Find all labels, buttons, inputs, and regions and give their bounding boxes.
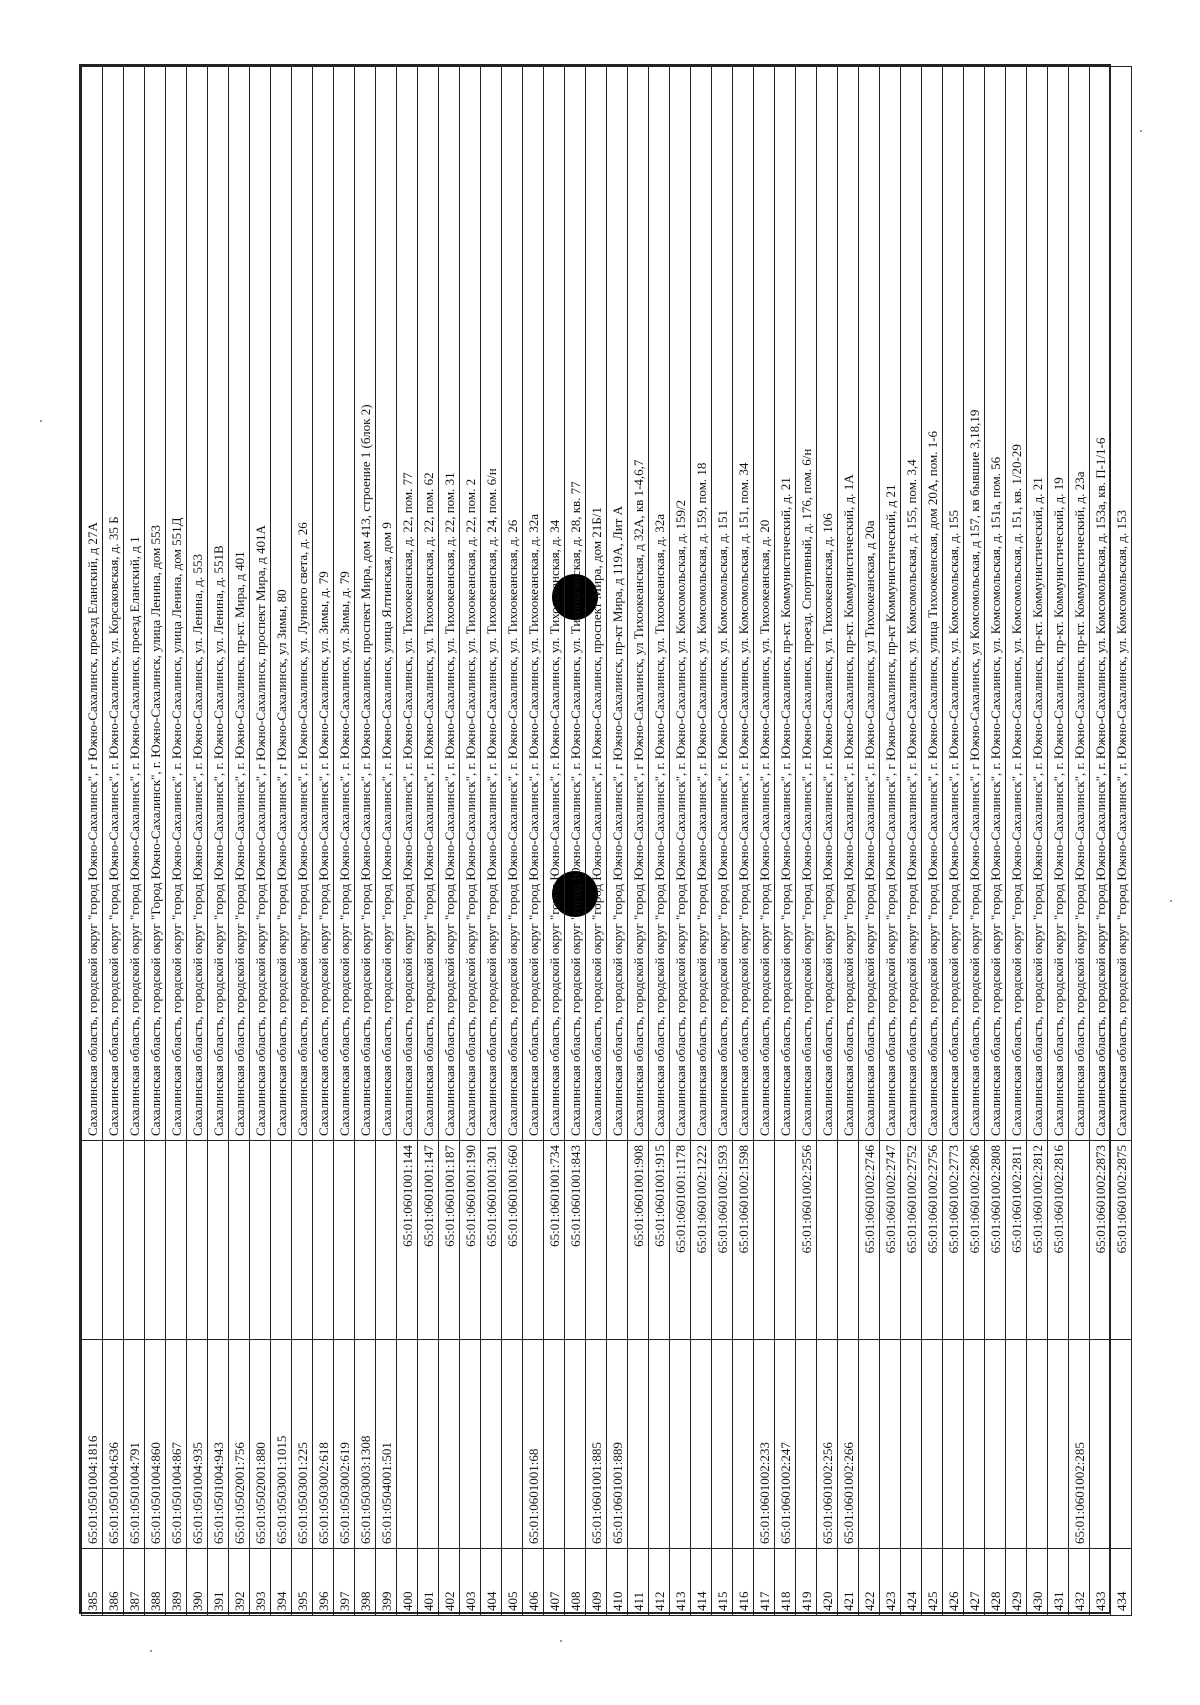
table-row — [229, 67, 250, 1616]
address-cell: Сахалинская область, городской округ "город Южно-Сахалинск", г Южно-Сахалинск, проезд Еланский, д 27А — [82, 67, 103, 1141]
table-row — [208, 67, 229, 1616]
cadastral-number-parcel — [880, 1340, 901, 1549]
row-number: 409 — [586, 1549, 607, 1616]
cadastral-number-premises: 65:01:0601002:2752 — [901, 1141, 922, 1340]
cadastral-number-parcel: 65:01:0501004:943 — [208, 1340, 229, 1549]
address-cell: Сахалинская область, городской округ "город Южно-Сахалинск", г. Южно-Сахалинск, ул. Комсомольская, д. 151 — [712, 67, 733, 1141]
cadastral-number-premises: 65:01:0601002:1593 — [712, 1141, 733, 1340]
cadastral-number-premises — [271, 1141, 292, 1340]
row-number: 426 — [943, 1549, 964, 1616]
table-row — [397, 67, 418, 1616]
cadastral-number-parcel: 65:01:0501004:636 — [103, 1340, 124, 1549]
address-cell: Сахалинская область, городской округ "город Южно-Сахалинск", г. Южно-Сахалинск, ул. Тихоокеанская, д. 32а — [523, 67, 544, 1141]
address-cell: Сахалинская область, городской округ "город Южно-Сахалинск", г. Южно-Сахалинск, проспект Мира, дом 413, строение 1 (блок 2) — [355, 67, 376, 1141]
row-number: 420 — [817, 1549, 838, 1616]
scan-speck — [40, 420, 42, 422]
address-cell: Сахалинская область, городской округ "город Южно-Сахалинск", г Южно-Сахалинск, ул Тихоокеанская, д 32А, кв 1-4,6,7 — [628, 67, 649, 1141]
cadastral-number-premises — [313, 1141, 334, 1340]
table-row — [964, 67, 985, 1616]
table-row — [439, 67, 460, 1616]
scan-speck — [1170, 900, 1172, 902]
table-row — [712, 67, 733, 1616]
cadastral-number-parcel: 65:01:0501004:1816 — [82, 1340, 103, 1549]
address-cell: Сахалинская область, городской округ "город Южно-Сахалинск", г. Южно-Сахалинск, ул Тихоокеанская, д 20а — [859, 67, 880, 1141]
cadastral-number-parcel — [985, 1340, 1006, 1549]
cadastral-number-premises — [586, 1141, 607, 1340]
row-number: 407 — [544, 1549, 565, 1616]
table-row — [355, 67, 376, 1616]
table-row — [145, 67, 166, 1616]
cadastral-number-premises: 65:01:0601001:301 — [481, 1141, 502, 1340]
row-number: 431 — [1048, 1549, 1069, 1616]
address-cell: Сахалинская область, городской округ "город Южно-Сахалинск", г. Южно-Сахалинск, улица Тихоокеанская, дом 20А, пом. 1-6 — [922, 67, 943, 1141]
cadastral-number-parcel — [1006, 1340, 1027, 1549]
table-row — [607, 67, 628, 1616]
cadastral-number-premises: 65:01:0601002:1222 — [691, 1141, 712, 1340]
address-cell: Сахалинская область, городской округ "город Южно-Сахалинск", г Южно-Сахалинск, ул Зимы, 80 — [271, 67, 292, 1141]
address-cell: Сахалинская область, городской округ "город Южно-Сахалинск", г. Южно-Сахалинск, ул. Лунного света, д. 26 — [292, 67, 313, 1141]
cadastral-number-parcel: 65:01:0501004:860 — [145, 1340, 166, 1549]
address-cell: Сахалинская область, городской округ "город Южно-Сахалинск", г. Южно-Сахалинск, ул. Тихоокеанская, д. 20 — [754, 67, 775, 1141]
cadastral-number-parcel: 65:01:0504001:501 — [376, 1340, 397, 1549]
address-cell: Сахалинская область, городской округ "город Южно-Сахалинск", г. Южно-Сахалинск, ул. Тихоокеанская, д. 28, кв. 77 — [565, 67, 586, 1141]
address-cell: Сахалинская область, городской округ "город Южно-Сахалинск", г. Южно-Сахалинск, проспект Мира, дом 21Б/1 — [586, 67, 607, 1141]
address-cell: Сахалинская область, городской округ "город Южно-Сахалинск", г. Южно-Сахалинск, ул. Комсомольская, д. 153 — [1111, 67, 1132, 1141]
cadastral-number-parcel — [1090, 1340, 1111, 1549]
row-number: 405 — [502, 1549, 523, 1616]
cadastral-number-premises: 65:01:0601002:2808 — [985, 1141, 1006, 1340]
row-number: 432 — [1069, 1549, 1090, 1616]
table-row — [292, 67, 313, 1616]
register-sheet — [79, 64, 1129, 1614]
cadastral-number-premises — [355, 1141, 376, 1340]
address-cell: Сахалинская область, городской округ "город Южно-Сахалинск", г. Южно-Сахалинск, пр-кт. Коммунистический, д. 23а — [1069, 67, 1090, 1141]
cadastral-number-parcel: 65:01:0502001:756 — [229, 1340, 250, 1549]
address-cell: Сахалинская область, городской округ "город Южно-Сахалинск", г. Южно-Сахалинск, ул. Комсомольская, д. 159/2 — [670, 67, 691, 1141]
cadastral-number-premises — [166, 1141, 187, 1340]
table-row — [691, 67, 712, 1616]
row-number: 434 — [1111, 1549, 1132, 1616]
row-number: 433 — [1090, 1549, 1111, 1616]
cadastral-number-premises — [292, 1141, 313, 1340]
cadastral-number-parcel: 65:01:0601002:266 — [838, 1340, 859, 1549]
table-row — [985, 67, 1006, 1616]
row-number: 389 — [166, 1549, 187, 1616]
address-cell: Сахалинская область, городской округ "город Южно-Сахалинск", г. Южно-Сахалинск, улица Ленина, дом 551Д — [166, 67, 187, 1141]
address-cell: Сахалинская область, городской округ "город Южно-Сахалинск", г. Южно-Сахалинск, ул. Зимы, д. 79 — [313, 67, 334, 1141]
cadastral-number-premises — [187, 1141, 208, 1340]
row-number: 417 — [754, 1549, 775, 1616]
address-cell: Сахалинская область, городской округ "город Южно-Сахалинск", г. Южно-Сахалинск, пр-кт. Коммунистический, д. 1А — [838, 67, 859, 1141]
address-cell: Сахалинская область, городской округ "город Южно-Сахалинск", г Южно-Сахалинск, ул Комсомольская, д 157, кв бывшие 3,18,19 — [964, 67, 985, 1141]
row-number: 404 — [481, 1549, 502, 1616]
row-number: 395 — [292, 1549, 313, 1616]
address-cell: Сахалинская область, городской округ "город Южно-Сахалинск", г. Южно-Сахалинск, ул. Комсомольская, д. 155 — [943, 67, 964, 1141]
table-body — [82, 67, 1132, 1616]
table-row — [838, 67, 859, 1616]
table-row — [754, 67, 775, 1616]
address-cell: Сахалинская область, городской округ "город Южно-Сахалинск", г. Южно-Сахалинск, пр-кт. Коммунистический, д. 21 — [1027, 67, 1048, 1141]
cadastral-number-premises: 65:01:0601002:2806 — [964, 1141, 985, 1340]
cadastral-number-parcel — [691, 1340, 712, 1549]
table-row — [1048, 67, 1069, 1616]
cadastral-number-premises — [103, 1141, 124, 1340]
cadastral-number-parcel — [565, 1340, 586, 1549]
cadastral-number-parcel: 65:01:0601002:247 — [775, 1340, 796, 1549]
cadastral-number-premises: 65:01:0601001:660 — [502, 1141, 523, 1340]
cadastral-number-parcel — [544, 1340, 565, 1549]
scan-speck — [1140, 130, 1142, 132]
cadastral-number-parcel — [670, 1340, 691, 1549]
cadastral-number-premises: 65:01:0601001:734 — [544, 1141, 565, 1340]
row-number: 396 — [313, 1549, 334, 1616]
table-row — [376, 67, 397, 1616]
cadastral-number-parcel — [628, 1340, 649, 1549]
cadastral-number-parcel — [796, 1340, 817, 1549]
cadastral-number-parcel: 65:01:0503001:225 — [292, 1340, 313, 1549]
row-number: 403 — [460, 1549, 481, 1616]
table-row — [1006, 67, 1027, 1616]
table-row — [82, 67, 103, 1616]
cadastral-number-premises — [124, 1141, 145, 1340]
cadastral-number-premises: 65:01:0601002:2811 — [1006, 1141, 1027, 1340]
cadastral-number-premises: 65:01:0601001:1178 — [670, 1141, 691, 1340]
cadastral-number-parcel — [712, 1340, 733, 1549]
cadastral-number-premises — [523, 1141, 544, 1340]
row-number: 400 — [397, 1549, 418, 1616]
row-number: 422 — [859, 1549, 880, 1616]
table-row — [313, 67, 334, 1616]
address-cell: Сахалинская область, городской округ "Город Южно-Сахалинск", г. Южно-Сахалинск, улица Ленина, дом 553 — [145, 67, 166, 1141]
cadastral-number-parcel: 65:01:0601002:285 — [1069, 1340, 1090, 1549]
table-row — [334, 67, 355, 1616]
row-number: 392 — [229, 1549, 250, 1616]
table-row — [922, 67, 943, 1616]
address-cell: Сахалинская область, городской округ "город Южно-Сахалинск", г. Южно-Сахалинск, проезд. Спортивный, д. 176, пом. 6/н — [796, 67, 817, 1141]
cadastral-number-parcel — [1027, 1340, 1048, 1549]
table-row — [460, 67, 481, 1616]
row-number: 429 — [1006, 1549, 1027, 1616]
row-number: 401 — [418, 1549, 439, 1616]
property-register-table — [81, 66, 1132, 1616]
cadastral-number-parcel — [1048, 1340, 1069, 1549]
cadastral-number-parcel — [460, 1340, 481, 1549]
row-number: 393 — [250, 1549, 271, 1616]
address-cell: Сахалинская область, городской округ "город Южно-Сахалинск", г. Южно-Сахалинск, улица Ялтинская, дом 9 — [376, 67, 397, 1141]
table-row — [418, 67, 439, 1616]
table-row — [1090, 67, 1111, 1616]
table-row — [1069, 67, 1090, 1616]
cadastral-number-parcel — [481, 1340, 502, 1549]
cadastral-number-premises — [229, 1141, 250, 1340]
address-cell: Сахалинская область, городской округ "город Южно-Сахалинск", г. Южно-Сахалинск, ул. Комсомольская, д. 153а, кв. П-1/1-6 — [1090, 67, 1111, 1141]
table-row — [544, 67, 565, 1616]
cadastral-number-premises: 65:01:0601002:2812 — [1027, 1141, 1048, 1340]
cadastral-number-premises — [607, 1141, 628, 1340]
table-row — [481, 67, 502, 1616]
cadastral-number-parcel: 65:01:0503002:619 — [334, 1340, 355, 1549]
cadastral-number-premises — [754, 1141, 775, 1340]
cadastral-number-premises — [817, 1141, 838, 1340]
cadastral-number-premises: 65:01:0601002:2756 — [922, 1141, 943, 1340]
row-number: 416 — [733, 1549, 754, 1616]
table-row — [880, 67, 901, 1616]
address-cell: Сахалинская область, городской округ "город Южно-Сахалинск", г. Южно-Сахалинск, ул. Корсаковская, д. 35 Б — [103, 67, 124, 1141]
address-cell: Сахалинская область, городской округ "город Южно-Сахалинск", г. Южно-Сахалинск, ул. Зимы, д. 79 — [334, 67, 355, 1141]
address-cell: Сахалинская область, городской округ "город Южно-Сахалинск", г. Южно-Сахалинск, ул. Тихоокеанская, д. 32а — [649, 67, 670, 1141]
cadastral-number-premises: 65:01:0601002:2773 — [943, 1141, 964, 1340]
table-row — [1111, 67, 1132, 1616]
row-number: 425 — [922, 1549, 943, 1616]
table-row — [250, 67, 271, 1616]
cadastral-number-premises — [208, 1141, 229, 1340]
cadastral-number-parcel: 65:01:0502001:880 — [250, 1340, 271, 1549]
cadastral-number-premises: 65:01:0601002:2747 — [880, 1141, 901, 1340]
cadastral-number-parcel — [502, 1340, 523, 1549]
address-cell: Сахалинская область, городской округ "город Южно-Сахалинск", г Южно-Сахалинск, пр-кт Мира, д 119А, Лит А — [607, 67, 628, 1141]
cadastral-number-premises — [838, 1141, 859, 1340]
cadastral-number-parcel: 65:01:0503003:1308 — [355, 1340, 376, 1549]
row-number: 385 — [82, 1549, 103, 1616]
cadastral-number-premises: 65:01:0601002:2746 — [859, 1141, 880, 1340]
rotated-table-container — [81, 66, 1129, 1616]
table-row — [817, 67, 838, 1616]
row-number: 410 — [607, 1549, 628, 1616]
row-number: 418 — [775, 1549, 796, 1616]
cadastral-number-parcel: 65:01:0601001:889 — [607, 1340, 628, 1549]
table-row — [628, 67, 649, 1616]
table-row — [502, 67, 523, 1616]
table-row — [796, 67, 817, 1616]
row-number: 421 — [838, 1549, 859, 1616]
address-cell: Сахалинская область, городской округ "город Южно-Сахалинск", г Южно-Сахалинск, пр-кт Коммунистический, д 21 — [880, 67, 901, 1141]
cadastral-number-parcel — [397, 1340, 418, 1549]
table-row — [649, 67, 670, 1616]
cadastral-number-parcel: 65:01:0601001:885 — [586, 1340, 607, 1549]
address-cell: Сахалинская область, городской округ "город Южно-Сахалинск", г. Южно-Сахалинск, проезд Еланский, д 1 — [124, 67, 145, 1141]
address-cell: Сахалинская область, городской округ "город Южно-Сахалинск", г. Южно-Сахалинск, ул. Ленина, д. 553 — [187, 67, 208, 1141]
cadastral-number-parcel — [439, 1340, 460, 1549]
scan-speck — [150, 1650, 152, 1652]
table-row — [187, 67, 208, 1616]
address-cell: Сахалинская область, городской округ "город Южно-Сахалинск", г. Южно-Сахалинск, ул. Тихоокеанская, д. 22, пом. 31 — [439, 67, 460, 1141]
cadastral-number-premises: 65:01:0601002:2873 — [1090, 1141, 1111, 1340]
cadastral-number-premises: 65:01:0601001:915 — [649, 1141, 670, 1340]
row-number: 387 — [124, 1549, 145, 1616]
address-cell: Сахалинская область, городской округ "город Южно-Сахалинск", г. Южно-Сахалинск, ул. Комсомольская, д. 151, кв. 1/20-29 — [1006, 67, 1027, 1141]
table-row — [103, 67, 124, 1616]
cadastral-number-premises: 65:01:0601001:843 — [565, 1141, 586, 1340]
row-number: 399 — [376, 1549, 397, 1616]
table-row — [166, 67, 187, 1616]
address-cell: Сахалинская область, городской округ "город Южно-Сахалинск", г. Южно-Сахалинск, ул. Тихоокеанская, д. 22, пом. 62 — [418, 67, 439, 1141]
cadastral-number-parcel: 65:01:0601002:233 — [754, 1340, 775, 1549]
address-cell: Сахалинская область, городской округ "город Южно-Сахалинск", г. Южно-Сахалинск, пр-кт. Мира, д 401 — [229, 67, 250, 1141]
table-row — [859, 67, 880, 1616]
row-number: 424 — [901, 1549, 922, 1616]
cadastral-number-premises — [1069, 1141, 1090, 1340]
address-cell: Сахалинская область, городской округ "город Южно-Сахалинск", г. Южно-Сахалинск, ул. Тихоокеанская, д. 26 — [502, 67, 523, 1141]
row-number: 413 — [670, 1549, 691, 1616]
cadastral-number-premises — [376, 1141, 397, 1340]
row-number: 398 — [355, 1549, 376, 1616]
row-number: 390 — [187, 1549, 208, 1616]
cadastral-number-parcel — [943, 1340, 964, 1549]
row-number: 415 — [712, 1549, 733, 1616]
address-cell: Сахалинская область, городской округ "город Южно-Сахалинск", г. Южно-Сахалинск, ул. Ленина, д. 551В — [208, 67, 229, 1141]
address-cell: Сахалинская область, городской округ "город Южно-Сахалинск", г. Южно-Сахалинск, ул. Тихоокеанская, д. 24, пом. 6/н — [481, 67, 502, 1141]
table-row — [733, 67, 754, 1616]
table-row — [523, 67, 544, 1616]
row-number: 397 — [334, 1549, 355, 1616]
table-row — [670, 67, 691, 1616]
cadastral-number-parcel: 65:01:0503002:618 — [313, 1340, 334, 1549]
cadastral-number-premises: 65:01:0601002:2556 — [796, 1141, 817, 1340]
cadastral-number-parcel — [964, 1340, 985, 1549]
cadastral-number-parcel: 65:01:0601002:256 — [817, 1340, 838, 1549]
table-row — [271, 67, 292, 1616]
cadastral-number-premises: 65:01:0601001:144 — [397, 1141, 418, 1340]
row-number: 406 — [523, 1549, 544, 1616]
row-number: 423 — [880, 1549, 901, 1616]
cadastral-number-parcel — [901, 1340, 922, 1549]
address-cell: Сахалинская область, городской округ "город Южно-Сахалинск", г. Южно-Сахалинск, ул. Комсомольская, д. 151а, пом. 56 — [985, 67, 1006, 1141]
cadastral-number-parcel: 65:01:0501004:867 — [166, 1340, 187, 1549]
table-row — [901, 67, 922, 1616]
cadastral-number-parcel — [418, 1340, 439, 1549]
cadastral-number-premises: 65:01:0601001:147 — [418, 1141, 439, 1340]
address-cell: Сахалинская область, городской округ "город Южно-Сахалинск", г. Южно-Сахалинск, ул. Тихоокеанская, д. 22, пом. 2 — [460, 67, 481, 1141]
row-number: 412 — [649, 1549, 670, 1616]
address-cell: Сахалинская область, городской округ "город Южно-Сахалинск", г. Южно-Сахалинск, пр-кт. Коммунистический, д. 19 — [1048, 67, 1069, 1141]
row-number: 430 — [1027, 1549, 1048, 1616]
cadastral-number-premises — [334, 1141, 355, 1340]
row-number: 394 — [271, 1549, 292, 1616]
table-row — [565, 67, 586, 1616]
address-cell: Сахалинская область, городской округ "город Южно-Сахалинск", г. Южно-Сахалинск, ул. Комсомольская, д. 151, пом. 34 — [733, 67, 754, 1141]
address-cell: Сахалинская область, городской округ "город Южно-Сахалинск", г. Южно-Сахалинск, ул. Тихоокеанская, д. 34 — [544, 67, 565, 1141]
row-number: 428 — [985, 1549, 1006, 1616]
row-number: 408 — [565, 1549, 586, 1616]
cadastral-number-premises: 65:01:0601001:190 — [460, 1141, 481, 1340]
cadastral-number-premises: 65:01:0601002:2816 — [1048, 1141, 1069, 1340]
cadastral-number-parcel: 65:01:0501004:935 — [187, 1340, 208, 1549]
table-row — [775, 67, 796, 1616]
scan-speck — [560, 1640, 562, 1642]
row-number: 414 — [691, 1549, 712, 1616]
table-row — [586, 67, 607, 1616]
cadastral-number-premises: 65:01:0601002:1598 — [733, 1141, 754, 1340]
table-row — [124, 67, 145, 1616]
cadastral-number-premises: 65:01:0601002:2875 — [1111, 1141, 1132, 1340]
row-number: 427 — [964, 1549, 985, 1616]
row-number: 411 — [628, 1549, 649, 1616]
cadastral-number-premises: 65:01:0601001:908 — [628, 1141, 649, 1340]
cadastral-number-parcel — [649, 1340, 670, 1549]
address-cell: Сахалинская область, городской округ "город Южно-Сахалинск", г Южно-Сахалинск, проспект Мира, д 401А — [250, 67, 271, 1141]
cadastral-number-premises: 65:01:0601001:187 — [439, 1141, 460, 1340]
table-row — [1027, 67, 1048, 1616]
table-row — [943, 67, 964, 1616]
row-number: 402 — [439, 1549, 460, 1616]
cadastral-number-parcel — [733, 1340, 754, 1549]
address-cell: Сахалинская область, городской округ "город Южно-Сахалинск", г. Южно-Сахалинск, ул. Комсомольская, д. 155, пом. 3,4 — [901, 67, 922, 1141]
row-number: 419 — [796, 1549, 817, 1616]
cadastral-number-premises — [82, 1141, 103, 1340]
address-cell: Сахалинская область, городской округ "город Южно-Сахалинск", г. Южно-Сахалинск, ул. Тихоокеанская, д. 22, пом. 77 — [397, 67, 418, 1141]
cadastral-number-parcel — [922, 1340, 943, 1549]
row-number: 388 — [145, 1549, 166, 1616]
cadastral-number-premises — [775, 1141, 796, 1340]
row-number: 391 — [208, 1549, 229, 1616]
cadastral-number-premises — [250, 1141, 271, 1340]
cadastral-number-parcel — [859, 1340, 880, 1549]
address-cell: Сахалинская область, городской округ "город Южно-Сахалинск", г. Южно-Сахалинск, ул. Комсомольская, д. 159, пом. 18 — [691, 67, 712, 1141]
cadastral-number-parcel — [1111, 1340, 1132, 1549]
cadastral-number-parcel: 65:01:0501004:791 — [124, 1340, 145, 1549]
cadastral-number-parcel: 65:01:0601001:68 — [523, 1340, 544, 1549]
cadastral-number-parcel: 65:01:0503001:1015 — [271, 1340, 292, 1549]
address-cell: Сахалинская область, городской округ "город Южно-Сахалинск", г. Южно-Сахалинск, пр-кт. Коммунистический, д. 21 — [775, 67, 796, 1141]
row-number: 386 — [103, 1549, 124, 1616]
address-cell: Сахалинская область, городской округ "город Южно-Сахалинск", г. Южно-Сахалинск, ул. Тихоокеанская, д. 106 — [817, 67, 838, 1141]
cadastral-number-premises — [145, 1141, 166, 1340]
